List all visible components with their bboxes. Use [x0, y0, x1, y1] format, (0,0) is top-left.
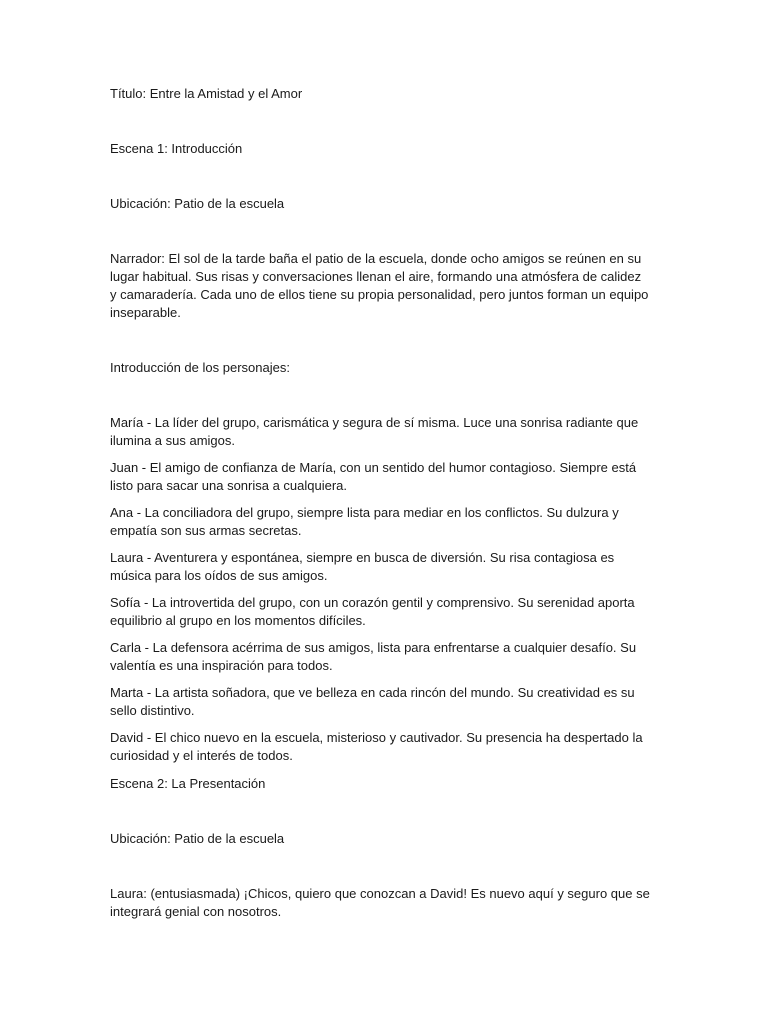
document-body	[110, 85, 650, 921]
scene-2-heading: Escena 2: La Presentación	[110, 776, 266, 791]
character-david: David - El chico nuevo en la escuela, misterioso y cautivador. Su presencia ha despertado la curiosidad y el interés de todos.	[110, 730, 643, 763]
character-carla: Carla - La defensora acérrima de sus amigos, lista para enfrentarse a cualquier desafío. Su valentía es una inspiración para todos.	[110, 640, 637, 673]
document-title: Título: Entre la Amistad y el Amor	[110, 86, 303, 101]
scene-2-location: Ubicación: Patio de la escuela	[110, 831, 285, 846]
character-marta: Marta - La artista soñadora, que ve belleza en cada rincón del mundo. Su creatividad es su sello distintivo.	[110, 685, 635, 718]
scene-1-location: Ubicación: Patio de la escuela	[110, 196, 285, 211]
character-maria: María - La líder del grupo, carismática y segura de sí misma. Luce una sonrisa radiante que ilumina a sus amigos.	[110, 415, 639, 448]
characters-intro-heading: Introducción de los personajes:	[110, 360, 290, 375]
character-juan: Juan - El amigo de confianza de María, con un sentido del humor contagioso. Siempre está listo para sacar una sonrisa a cualquiera.	[110, 460, 637, 493]
character-ana: Ana - La conciliadora del grupo, siempre lista para mediar en los conflictos. Su dulzura y empatía son sus armas secretas.	[110, 505, 619, 538]
character-sofia: Sofía - La introvertida del grupo, con un corazón gentil y comprensivo. Su serenidad aporta equilibrio al grupo en los momentos difíciles.	[110, 595, 635, 628]
laura-dialogue-line: Laura: (entusiasmada) ¡Chicos, quiero que conozcan a David! Es nuevo aquí y seguro que se integrará genial con nosotros.	[110, 886, 650, 919]
scene-1-heading: Escena 1: Introducción	[110, 141, 243, 156]
character-laura: Laura - Aventurera y espontánea, siempre en busca de diversión. Su risa contagiosa es música para los oídos de sus amigos.	[110, 550, 615, 583]
narrator-paragraph: Narrador: El sol de la tarde baña el patio de la escuela, donde ocho amigos se reúnen en su lugar habitual. Sus risas y conversaciones llenan el aire, formando una atmósfera de calidez y camaradería. Cada uno de ellos tiene su propia personalidad, pero juntos forman un equipo inseparable.	[110, 251, 649, 320]
